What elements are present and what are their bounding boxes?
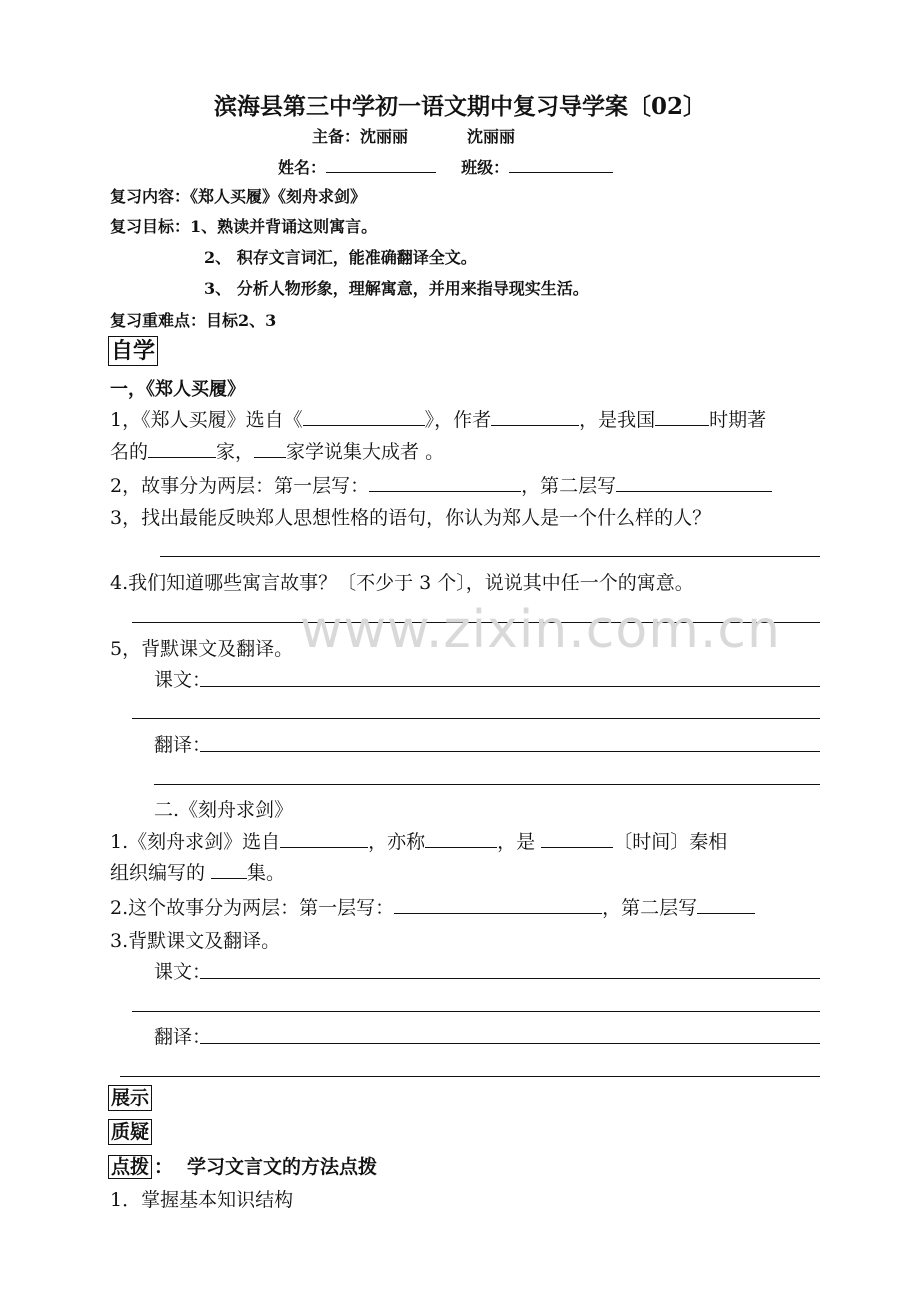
- p1q1-role-blank[interactable]: [148, 437, 216, 458]
- p1q2-layer1-blank[interactable]: [369, 471, 521, 492]
- p2q2-b: ，第二层写: [602, 897, 698, 919]
- p2q1-c: ，是: [497, 831, 542, 853]
- review-content: [110, 184, 366, 207]
- p1q1-author-blank[interactable]: [491, 405, 579, 426]
- part1-heading: 一，《郑人买履》: [110, 379, 245, 400]
- section-self-study: 自学: [108, 336, 158, 366]
- section-show: 展示: [108, 1085, 152, 1111]
- section-guide: 点拨: [108, 1155, 152, 1179]
- review-key-label: 复习重难点：: [110, 311, 207, 330]
- p2q1-alias-blank[interactable]: [425, 827, 497, 848]
- p2q2-layer1-blank[interactable]: [394, 893, 602, 914]
- p1q1-e: 名的: [110, 441, 149, 463]
- p2q1-a: 1.《刻舟求剑》选自: [110, 831, 281, 853]
- review-goal-2: 2、 积存文言词汇，能准确翻译全文。: [204, 248, 477, 267]
- review-goal-1-text: 1、熟读并背诵这则寓言。: [190, 217, 378, 236]
- p1q1-a: 1，《郑人买履》选自《: [110, 409, 303, 431]
- guide-row: 点拨 ： 学习文言文的方法点拨: [108, 1152, 377, 1179]
- preparer-name-1: 沈丽丽: [360, 127, 409, 146]
- name-label: 姓名：: [278, 158, 327, 177]
- p1q1-g: 家学说集大成者 。: [286, 441, 445, 463]
- student-info: [278, 155, 613, 178]
- page-title: 滨海县第三中学初一语文期中复习导学案〔02〕: [213, 93, 706, 120]
- p2q1-source-blank[interactable]: [280, 827, 368, 848]
- p2-text-label: 课文：: [154, 961, 212, 983]
- p2-trans-line-1[interactable]: [200, 1043, 820, 1044]
- part1-q1-line1: [110, 405, 766, 432]
- class-label: 班级：: [461, 158, 510, 177]
- part2-q1-line2: [110, 858, 285, 885]
- p2q2-a: 2.这个故事分为两层：第一层写：: [110, 897, 395, 919]
- review-goal-1: [110, 214, 377, 237]
- review-content-label: 复习内容：: [110, 187, 191, 206]
- p2q1-b: ，亦称: [368, 831, 426, 853]
- class-field[interactable]: [509, 156, 613, 173]
- part1-q3: 3，找出最能反映郑人思想性格的语句，你认为郑人是一个什么样的人？: [110, 507, 712, 529]
- section-question: 质疑: [108, 1119, 152, 1145]
- p2-trans-label: 翻译：: [154, 1026, 212, 1048]
- p1q1-f: 家，: [216, 441, 255, 463]
- p1q3-answer-line[interactable]: [160, 556, 820, 557]
- preparer-label: [312, 124, 408, 147]
- part2-q3: 3.背默课文及翻译。: [110, 930, 281, 952]
- p2q1-e: 组织编写的: [110, 862, 212, 884]
- part1-q4: 4.我们知道哪些寓言故事？〔不少于 3 个〕，说说其中任一个的寓意。: [110, 572, 694, 594]
- watermark: www.zixin.com.cn: [300, 600, 781, 660]
- p2q2-layer2-blank[interactable]: [697, 893, 755, 914]
- p1-text-line-2[interactable]: [132, 718, 820, 719]
- p2q1-collection-blank[interactable]: [211, 858, 247, 879]
- p1q1-source-blank[interactable]: [303, 405, 425, 426]
- review-key: [110, 308, 276, 331]
- review-content-text: 《郑人买履》《刻舟求剑》: [190, 187, 367, 206]
- p1q1-c: ，是我国: [579, 409, 656, 431]
- part2-q2: [110, 893, 755, 920]
- part1-q5: 5，背默课文及翻译。: [110, 638, 294, 660]
- review-goal-3: 3、 分析人物形象，理解寓意，并用来指导现实生活。: [204, 279, 589, 298]
- p1-trans-line-1[interactable]: [200, 751, 820, 752]
- part1-q1-line2: [110, 437, 444, 464]
- part2-heading: 二.《刻舟求剑》: [154, 799, 294, 821]
- p2-text-line-2[interactable]: [132, 1011, 820, 1012]
- part1-q2: [110, 471, 772, 498]
- p1-text-label: 课文：: [154, 669, 212, 691]
- p2-trans-line-2[interactable]: [120, 1076, 820, 1077]
- preparer-name-2: 沈丽丽: [467, 127, 516, 146]
- part2-q1-line1: [110, 827, 727, 854]
- p1q1-school-blank[interactable]: [254, 437, 286, 458]
- p1q1-period-blank[interactable]: [655, 405, 709, 426]
- p1q1-b: 》，作者: [424, 409, 492, 431]
- p2q1-d: 〔时间〕秦相: [613, 831, 728, 853]
- review-goal-label: 复习目标：: [110, 217, 191, 236]
- p1q2-a: 2，故事分为两层：第一层写：: [110, 475, 370, 497]
- review-key-text: 目标2、3: [206, 311, 277, 330]
- p1-trans-line-2[interactable]: [154, 784, 820, 785]
- p1q2-b: ，第二层写: [521, 475, 617, 497]
- p2q1-time-blank[interactable]: [541, 827, 613, 848]
- preparer-label-text: 主备：: [312, 127, 361, 146]
- p1q2-layer2-blank[interactable]: [616, 471, 772, 492]
- guide-title: 学习文言文的方法点拨: [187, 1156, 378, 1178]
- guide-item-1: 1．掌握基本知识结构: [110, 1189, 294, 1211]
- p2-text-line-1[interactable]: [200, 978, 820, 979]
- name-field[interactable]: [326, 156, 436, 173]
- p1q1-d: 时期著: [709, 409, 767, 431]
- p1-trans-label: 翻译：: [154, 734, 212, 756]
- p2q1-f: 集。: [247, 862, 286, 884]
- p1-text-line-1[interactable]: [200, 686, 820, 687]
